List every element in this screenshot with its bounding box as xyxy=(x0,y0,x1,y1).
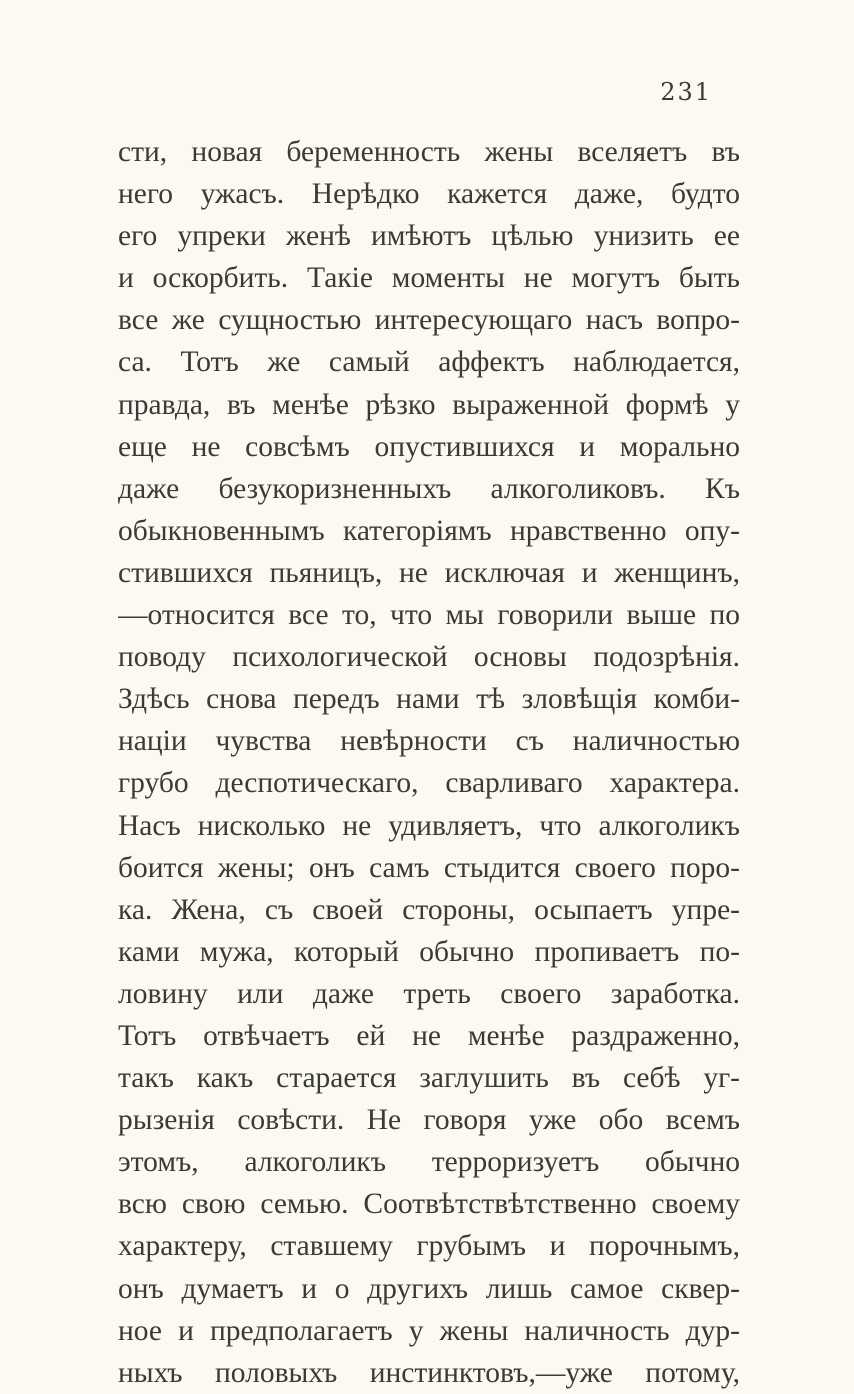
text-line: стившихся пьяницъ, не исключая и женщинъ, xyxy=(118,556,740,589)
text-line: ное и предполагаетъ у жены наличность дур- xyxy=(118,1314,740,1347)
page-number: 231 xyxy=(660,78,712,106)
text-line: него ужасъ. Нерѣдко кажется даже, будто xyxy=(118,178,740,211)
text-line: и оскорбить. Такіе моменты не могутъ быть xyxy=(118,262,740,295)
text-line: сти, новая беременность жены вселяетъ въ xyxy=(118,136,740,168)
text-line: онъ думаетъ и о другихъ лишь самое сквер- xyxy=(118,1272,740,1305)
text-line: этомъ, алкоголикъ терроризуетъ обычно xyxy=(118,1146,740,1179)
text-line: ловину или даже треть своего заработка. xyxy=(118,977,740,1010)
body-text xyxy=(118,131,740,1394)
text-line: ками мужа, который обычно пропиваетъ по- xyxy=(118,935,740,968)
text-line: все же сущностью интересующаго насъ вопро- xyxy=(118,304,740,337)
text-line: Насъ нисколько не удивляетъ, что алкоголикъ xyxy=(118,809,740,842)
text-line: всю свою семью. Соотвѣтствѣтственно своему xyxy=(118,1188,740,1221)
text-line: Тотъ отвѣчаетъ ей не менѣе раздраженно, xyxy=(118,1019,740,1052)
text-line: его упреки женѣ имѣютъ цѣлью унизить ее xyxy=(118,220,740,253)
text-line: даже безукоризненныхъ алкоголиковъ. Къ xyxy=(118,472,740,505)
text-line: грубо деспотическаго, сварливаго характера. xyxy=(118,767,740,800)
text-line: обыкновеннымъ категоріямъ нравственно опу- xyxy=(118,514,740,547)
text-line: поводу психологической основы подозрѣнія. xyxy=(118,641,740,674)
text-line: ныхъ половыхъ инстинктовъ,—уже потому, xyxy=(118,1356,740,1389)
text-line: націи чувства невѣрности съ наличностью xyxy=(118,725,740,758)
text-line: Здѣсь снова передъ нами тѣ зловѣщія комби- xyxy=(118,683,740,716)
text-line: рызенія совѣсти. Не говоря уже обо всемъ xyxy=(118,1104,740,1137)
text-line: характеру, ставшему грубымъ и порочнымъ, xyxy=(118,1230,740,1263)
text-line: ка. Жена, съ своей стороны, осыпаетъ упре- xyxy=(118,893,740,926)
text-line: боится жены; онъ самъ стыдится своего поро- xyxy=(118,851,740,884)
text-line: са. Тотъ же самый аффектъ наблюдается, xyxy=(118,346,740,379)
text-line: —относится все то, что мы говорили выше по xyxy=(118,599,740,632)
text-line: правда, въ менѣе рѣзко выраженной формѣ у xyxy=(118,388,740,421)
text-line: еще не совсѣмъ опустившихся и морально xyxy=(118,430,740,463)
text-line: такъ какъ старается заглушить въ себѣ уг- xyxy=(118,1062,740,1095)
